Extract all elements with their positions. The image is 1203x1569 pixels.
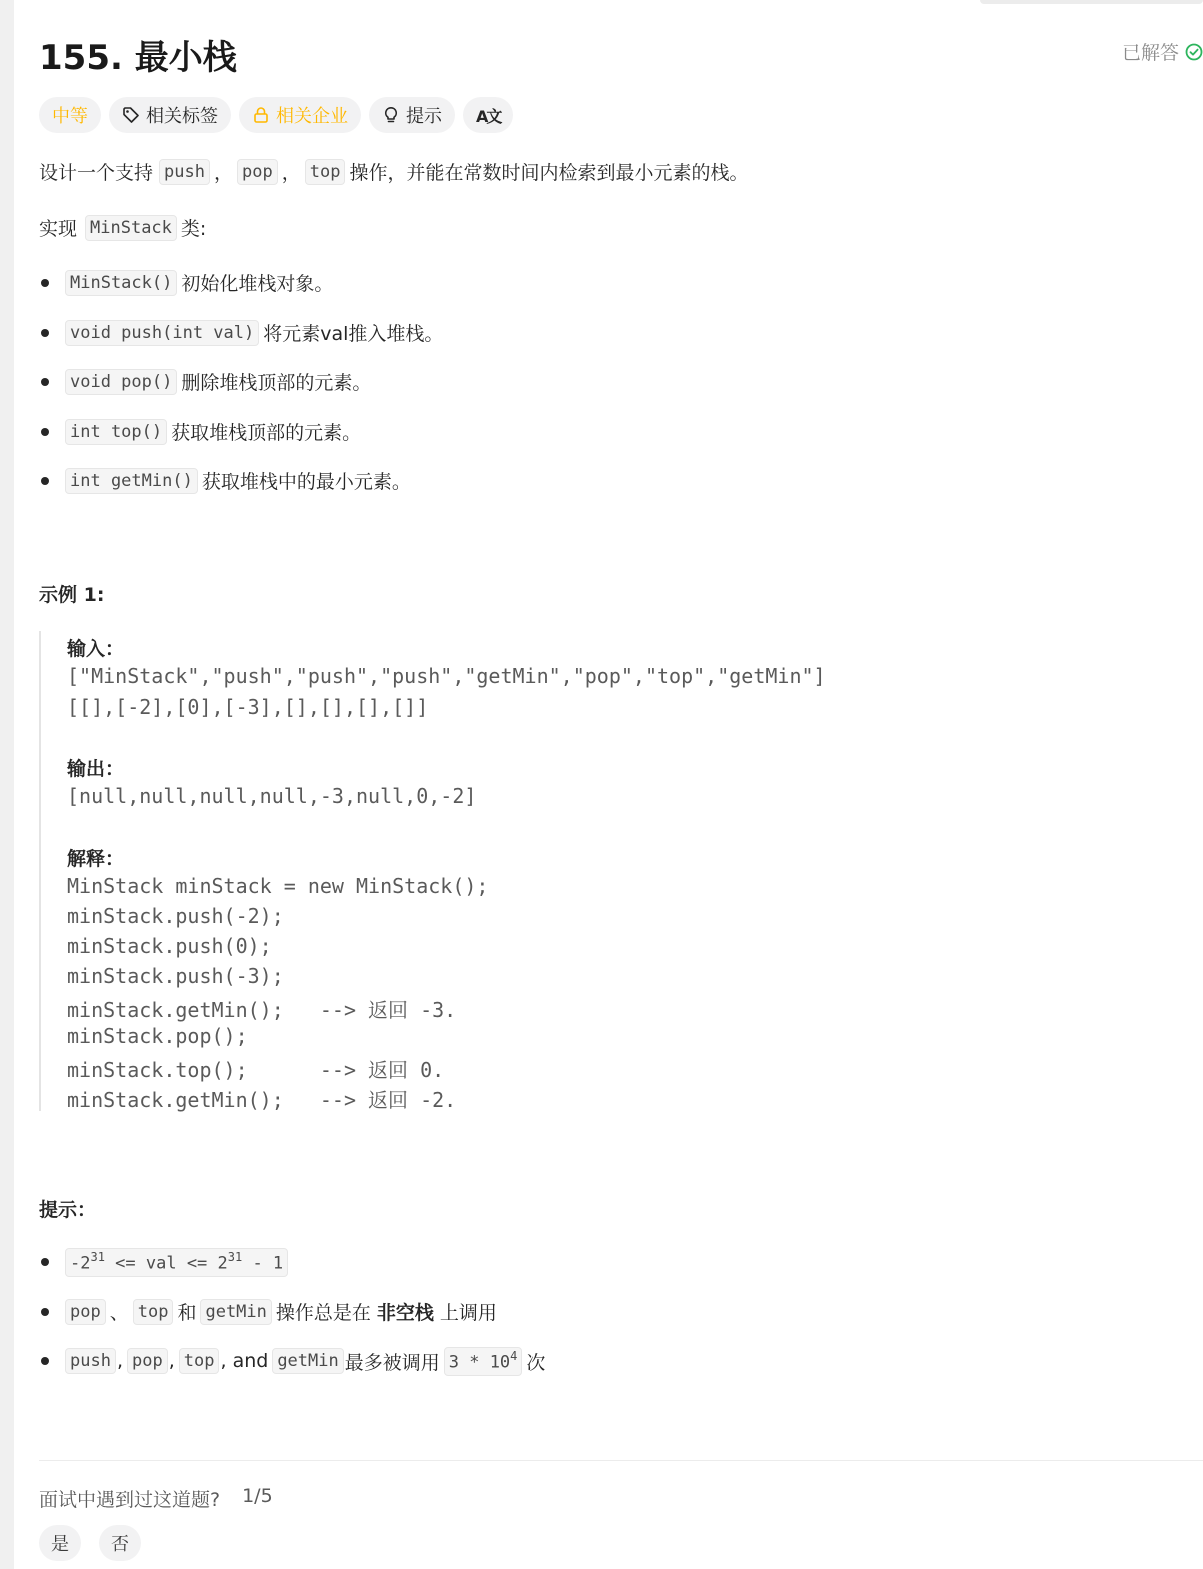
bullet-dot [41, 329, 49, 337]
tag-icon [122, 106, 140, 124]
input-label: 输入： [67, 638, 125, 660]
hint-button[interactable] [369, 97, 455, 133]
explanation-line: MinStack minStack = new MinStack(); [67, 874, 489, 898]
solved-status [1122, 38, 1203, 65]
tag-bar [39, 97, 513, 133]
explanation-line: minStack.push(-3); [67, 964, 284, 988]
explanation-line: minStack.push(-2); [67, 904, 284, 928]
inline-code: int top() [65, 419, 167, 445]
constraints-heading: 提示： [39, 1199, 97, 1221]
interview-question [39, 1485, 273, 1512]
inline-code: push [159, 159, 210, 185]
lightbulb-icon [382, 106, 400, 124]
bullet-dot [41, 1308, 49, 1316]
bullet-dot [41, 428, 49, 436]
hint-label: 提示 [406, 106, 442, 127]
bullet-dot [41, 1357, 49, 1365]
explanation-line: minStack.getMin(); --> 返回 -2. [67, 1088, 457, 1112]
bullet-dot [41, 378, 49, 386]
related-companies-label: 相关企业 [276, 106, 348, 127]
check-circle-icon [1185, 43, 1203, 61]
interview-ratio: 1/5 [242, 1485, 273, 1507]
constraint-item: push , pop , top , and getMin 最多被调用 $3 * 10^4$ 次 [39, 1347, 545, 1376]
section-divider [39, 1460, 1203, 1461]
example-heading: 示例 1: [39, 584, 105, 606]
inline-code: MinStack() [65, 270, 177, 296]
bullet-dot [41, 1258, 49, 1266]
inline-code: pop [237, 159, 278, 185]
inline-code: getMin [272, 1348, 343, 1374]
problem-title: 155. 最小栈 [39, 38, 237, 78]
inline-code: void push(int val) [65, 320, 259, 346]
method-item: int getMin() 获取堆栈中的最小元素。 [39, 467, 411, 494]
inline-code: push [65, 1348, 116, 1374]
inline-code: getMin [200, 1299, 271, 1325]
example-block [39, 631, 941, 1111]
translate-icon: A文 [476, 106, 501, 126]
related-topics-label: 相关标签 [146, 106, 218, 127]
output-label: 输出： [67, 758, 125, 780]
explanation-label: 解释： [67, 848, 125, 870]
explanation-line: minStack.getMin(); --> 返回 -3. [67, 998, 457, 1022]
constraint-item: pop 、 top 和 getMin 操作总是在 非空栈 上调用 [39, 1298, 497, 1325]
inline-code: top [133, 1299, 174, 1325]
inline-code: $-2^{31}$ <= val <= $2^{31} - 1$ [65, 1248, 288, 1277]
difficulty-label: 中等 [52, 106, 88, 127]
method-item: void push(int val) 将元素val推入堆栈。 [39, 319, 443, 346]
related-companies-button[interactable] [239, 97, 361, 133]
input-methods: ["MinStack","push","push","push","getMin","pop","top","getMin"] [67, 664, 826, 688]
inline-code: top [305, 159, 346, 185]
inline-code: MinStack [85, 215, 177, 241]
explanation-line: minStack.pop(); [67, 1024, 248, 1048]
top-toolbar-edge [980, 0, 1203, 4]
inline-code: int getMin() [65, 468, 198, 494]
explanation-line: minStack.push(0); [67, 934, 272, 958]
bullet-dot [41, 279, 49, 287]
inline-code: top [179, 1348, 220, 1374]
inline-code: pop [127, 1348, 168, 1374]
method-item: int top() 获取堆栈顶部的元素。 [39, 418, 361, 445]
left-panel-edge [0, 0, 14, 1569]
inline-code: void pop() [65, 369, 177, 395]
implement-line: 实现 MinStack 类: [39, 214, 206, 241]
solved-label: 已解答 [1121, 42, 1179, 64]
translate-button[interactable] [463, 97, 513, 133]
input-args: [[],[-2],[0],[-3],[],[],[],[]] [67, 695, 429, 719]
explanation-line: minStack.top(); --> 返回 0. [67, 1058, 445, 1082]
inline-code: pop [65, 1299, 106, 1325]
interview-question-label: 面试中遇到过这道题? [39, 1489, 221, 1511]
description-intro: 设计一个支持 push ， pop ， top 操作，并能在常数时间内检索到最小元素的栈。 [39, 158, 748, 185]
bullet-dot [41, 477, 49, 485]
lock-icon [252, 106, 270, 124]
inline-code: $3 * 10^4$ [444, 1347, 523, 1376]
method-item: void pop() 删除堆栈顶部的元素。 [39, 368, 371, 395]
constraint-item [39, 1248, 292, 1277]
related-topics-button[interactable] [109, 97, 231, 133]
output-value: [null,null,null,null,-3,null,0,-2] [67, 784, 477, 808]
method-item: MinStack() 初始化堆栈对象。 [39, 269, 333, 296]
difficulty-badge [39, 97, 101, 133]
yes-button[interactable]: 是 [39, 1525, 81, 1561]
no-button[interactable]: 否 [99, 1525, 141, 1561]
interview-answer-buttons [39, 1525, 141, 1561]
